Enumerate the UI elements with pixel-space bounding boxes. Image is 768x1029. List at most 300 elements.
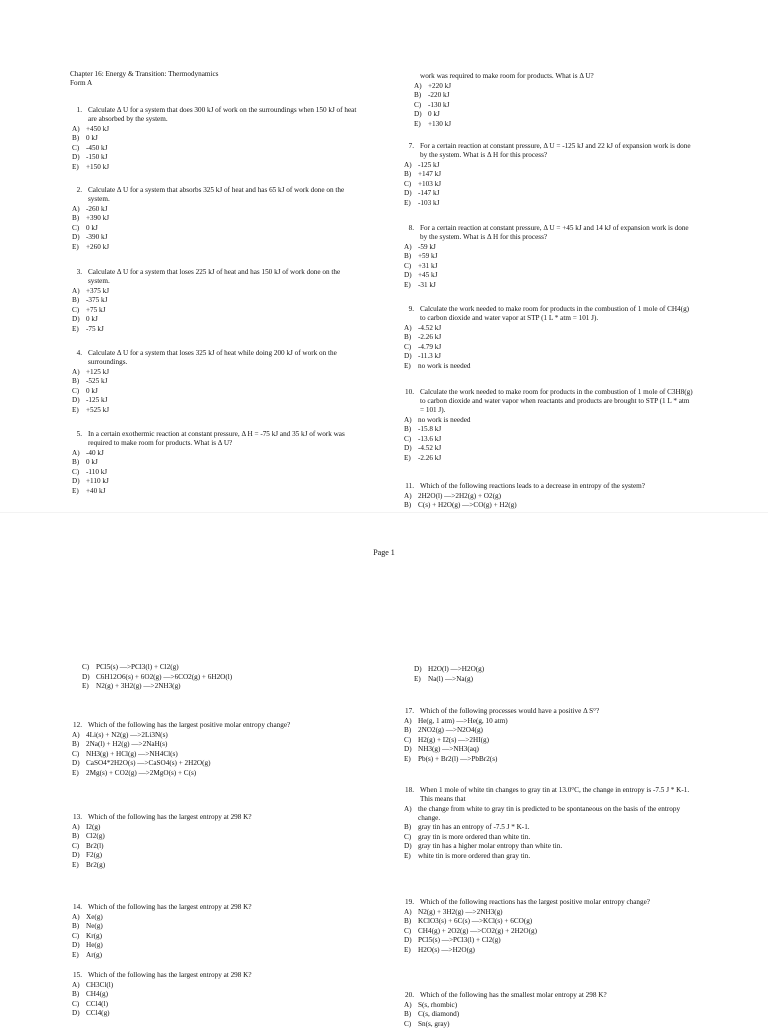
option-letter: B)	[72, 990, 80, 998]
question-text: Which of the following reactions has the largest positive molar entropy change?	[420, 898, 650, 906]
page-2	[0, 512, 768, 1028]
option-letter: D)	[72, 1009, 80, 1017]
question-9	[388, 305, 693, 371]
answer-option	[72, 406, 361, 415]
option-text: Ne(g)	[86, 922, 103, 930]
question-10	[388, 388, 693, 463]
option-letter: E)	[72, 950, 79, 959]
option-letter: E)	[72, 162, 79, 171]
answer-option	[72, 1000, 361, 1009]
answer-option	[404, 324, 693, 333]
option-text: H2O(s) —>H2O(g)	[418, 945, 475, 954]
option-letter: E)	[414, 119, 421, 128]
question-number: 12.	[73, 721, 82, 729]
answer-option	[404, 333, 693, 342]
option-letter: E)	[404, 453, 411, 462]
question-stem	[56, 186, 361, 204]
option-letter: C)	[404, 735, 412, 744]
option-letter: D)	[404, 842, 412, 850]
answer-option	[404, 1020, 693, 1029]
answer-option	[72, 981, 361, 990]
question-18	[388, 786, 693, 861]
question-text: work was required to make room for products. What is Δ U?	[420, 72, 594, 80]
page-number: Page 1	[373, 548, 395, 557]
option-letter: E)	[72, 405, 79, 414]
answer-option	[404, 343, 693, 352]
answer-option	[404, 833, 693, 842]
question-stem	[388, 991, 693, 1000]
answer-option	[404, 271, 693, 280]
option-letter: D)	[72, 941, 80, 949]
answer-option	[72, 823, 361, 832]
option-text: -150 kJ	[86, 153, 108, 161]
option-letter: C)	[72, 999, 80, 1008]
answer-option	[72, 951, 361, 960]
option-letter: B)	[404, 252, 412, 260]
option-text: no work is needed	[418, 415, 471, 424]
option-letter: A)	[72, 448, 80, 457]
option-letter: C)	[414, 100, 422, 109]
option-letter: B)	[404, 726, 412, 734]
question-text: In a certain exothermic reaction at constant pressure, Δ H = -75 kJ and 35 kJ of work was required to make room for products. What is Δ U?	[88, 430, 345, 447]
question-stem	[388, 898, 693, 907]
option-letter: D)	[414, 110, 422, 118]
option-letter: C)	[404, 1019, 412, 1028]
question-number: 11.	[405, 482, 414, 490]
question-13	[56, 813, 361, 870]
option-text: -2.26 kJ	[418, 453, 442, 462]
question-stem	[56, 971, 361, 980]
option-text: -390 kJ	[86, 233, 108, 241]
option-text: -525 kJ	[86, 377, 108, 385]
option-letter: A)	[72, 822, 80, 831]
option-letter: B)	[404, 1010, 412, 1018]
answer-option	[404, 805, 693, 823]
question-number: 8.	[408, 224, 414, 232]
option-text: 0 kJ	[428, 110, 440, 118]
option-text: C(s, diamond)	[418, 1010, 460, 1018]
option-letter: D)	[404, 936, 412, 944]
question-number: 9.	[408, 305, 414, 313]
option-letter: E)	[404, 945, 411, 954]
option-letter: A)	[404, 491, 412, 500]
document-header	[70, 70, 218, 89]
option-text: gray tin is more ordered than white tin.	[418, 832, 531, 841]
answer-option	[414, 91, 719, 100]
option-letter: A)	[72, 286, 80, 295]
option-letter: A)	[72, 124, 80, 133]
option-text: -220 kJ	[428, 91, 450, 99]
option-letter: A)	[404, 323, 412, 332]
option-text: -59 kJ	[418, 242, 436, 251]
answer-option	[72, 163, 361, 172]
option-text: 0 kJ	[86, 134, 98, 142]
answer-option	[404, 917, 693, 926]
answer-option	[72, 377, 361, 386]
answer-option	[404, 252, 693, 261]
option-letter: E)	[72, 324, 79, 333]
option-text: +150 kJ	[86, 162, 110, 171]
question-text: Calculate Δ U for a system that loses 225 kJ of heat and has 150 kJ of work done on the system.	[88, 268, 341, 285]
question-stem	[388, 305, 693, 323]
option-text: 2NO2(g) —>N2O4(g)	[418, 726, 483, 734]
question-continued	[82, 663, 387, 691]
option-text: +31 kJ	[418, 261, 438, 270]
option-letter: B)	[72, 458, 80, 466]
question-number: 10.	[405, 388, 414, 396]
option-letter: C)	[72, 467, 80, 476]
question-15	[56, 971, 361, 1018]
option-text: 2Mg(s) + CO2(g) —>2MgO(s) + C(s)	[86, 768, 197, 777]
option-text: -13.6 kJ	[418, 434, 442, 443]
option-letter: C)	[82, 663, 90, 671]
option-letter: E)	[404, 280, 411, 289]
option-letter: A)	[72, 980, 80, 989]
option-text: +525 kJ	[86, 405, 110, 414]
question-text: Calculate Δ U for a system that absorbs 325 kJ of heat and has 65 kJ of work done on the system.	[88, 186, 345, 203]
option-text: Cl2(g)	[86, 832, 105, 840]
option-text: +110 kJ	[86, 477, 109, 485]
option-letter: A)	[404, 160, 412, 169]
answer-option	[404, 444, 693, 453]
option-letter: A)	[72, 912, 80, 921]
question-stem	[56, 268, 361, 286]
option-text: +75 kJ	[86, 305, 106, 314]
option-letter: A)	[414, 81, 422, 90]
form-label: Form A	[70, 79, 93, 88]
answer-option	[404, 936, 693, 945]
question-stem	[56, 813, 361, 822]
option-text: Pb(s) + Br2(l) —>PbBr2(s)	[418, 754, 498, 763]
question-stem	[388, 388, 693, 415]
answer-option	[72, 477, 361, 486]
option-letter: C)	[72, 841, 80, 850]
answer-option	[404, 501, 693, 510]
option-text: -147 kJ	[418, 189, 440, 197]
answer-option	[72, 306, 361, 315]
answer-option	[414, 110, 719, 119]
question-2	[56, 186, 361, 252]
answer-option	[72, 458, 361, 467]
answer-option	[404, 281, 693, 290]
option-text: +220 kJ	[428, 81, 452, 90]
option-text: no work is needed	[418, 361, 471, 370]
option-letter: B)	[404, 425, 412, 433]
question-text: For a certain reaction at constant pressure, Δ U = -125 kJ and 22 kJ of expansion work is done by the system. What is Δ H for this process?	[420, 142, 691, 159]
question-number: 2.	[76, 186, 82, 194]
answer-option	[72, 233, 361, 242]
option-text: gray tin has an entropy of -7.5 J * K-1.	[418, 823, 530, 831]
option-text: PCl5(s) —>PCl3(l) + Cl2(g)	[96, 663, 179, 671]
option-text: -31 kJ	[418, 280, 436, 289]
option-text: Sn(s, gray)	[418, 1019, 450, 1028]
answer-option	[404, 1001, 693, 1010]
answer-option	[404, 199, 693, 208]
option-letter: E)	[72, 768, 79, 777]
question-number: 3.	[76, 268, 82, 276]
question-8	[388, 224, 693, 290]
question-4	[56, 349, 361, 415]
option-letter: E)	[404, 198, 411, 207]
answer-option	[72, 387, 361, 396]
answer-option	[404, 726, 693, 735]
option-letter: A)	[404, 242, 412, 251]
option-letter: C)	[72, 386, 80, 395]
option-letter: E)	[82, 682, 89, 690]
answer-option	[72, 913, 361, 922]
answer-option	[404, 180, 693, 189]
option-text: -40 kJ	[86, 448, 104, 457]
option-text: Na(l) —>Na(g)	[428, 674, 473, 683]
answer-option	[72, 153, 361, 162]
question-number: 13.	[73, 813, 82, 821]
answer-option	[72, 243, 361, 252]
answer-option	[72, 922, 361, 931]
option-letter: A)	[72, 204, 80, 213]
question-text: Which of the following has the largest entropy at 298 K?	[88, 971, 252, 979]
answer-option	[72, 750, 361, 759]
option-letter: E)	[404, 361, 411, 370]
answer-option	[404, 161, 693, 170]
option-letter: C)	[72, 305, 80, 314]
answer-option	[72, 205, 361, 214]
option-letter: B)	[72, 214, 80, 222]
option-text: Kr(g)	[86, 931, 102, 940]
answer-option	[414, 82, 719, 91]
option-letter: C)	[404, 342, 412, 351]
answer-option	[72, 368, 361, 377]
question-stem	[56, 349, 361, 367]
question-stem	[414, 72, 719, 81]
question-stem	[56, 430, 361, 448]
option-letter: C)	[404, 832, 412, 841]
option-text: gray tin has a higher molar entropy than white tin.	[418, 842, 563, 850]
question-text: Which of the following reactions leads to a decrease in entropy of the system?	[420, 482, 645, 490]
option-text: +375 kJ	[86, 286, 110, 295]
answer-option	[72, 134, 361, 143]
answer-option	[404, 842, 693, 851]
option-letter: D)	[72, 233, 80, 241]
option-text: H2O(l) —>H2O(g)	[428, 665, 485, 673]
answer-option	[414, 101, 719, 110]
question-5	[56, 430, 361, 496]
question-number: 15.	[73, 971, 82, 979]
answer-option	[404, 170, 693, 179]
option-letter: C)	[72, 931, 80, 940]
answer-option	[72, 468, 361, 477]
answer-option	[72, 1009, 361, 1018]
answer-option	[72, 287, 361, 296]
answer-option	[72, 769, 361, 778]
answer-option	[404, 416, 693, 425]
option-letter: B)	[72, 922, 80, 930]
page-1	[0, 0, 768, 512]
option-letter: E)	[72, 860, 79, 869]
option-text: +125 kJ	[86, 367, 110, 376]
answer-option	[72, 396, 361, 405]
option-text: S(s, rhombic)	[418, 1000, 458, 1009]
option-letter: A)	[72, 367, 80, 376]
answer-option	[404, 362, 693, 371]
question-17	[388, 707, 693, 764]
option-letter: D)	[72, 851, 80, 859]
option-text: He(g, 1 atm) —>He(g, 10 atm)	[418, 716, 508, 725]
answer-option	[72, 325, 361, 334]
question-number: 5.	[76, 430, 82, 438]
answer-option	[72, 851, 361, 860]
question-20	[388, 991, 693, 1029]
option-letter: C)	[72, 223, 80, 232]
option-text: +130 kJ	[428, 119, 452, 128]
answer-option	[72, 731, 361, 740]
option-letter: D)	[404, 271, 412, 279]
answer-option	[72, 832, 361, 841]
question-stem	[388, 142, 693, 160]
option-letter: D)	[414, 665, 422, 673]
option-letter: E)	[72, 242, 79, 251]
option-letter: B)	[404, 823, 412, 831]
option-text: Ar(g)	[86, 950, 102, 959]
option-text: C(s) + H2O(g) —>CO(g) + H2(g)	[418, 501, 517, 509]
question-text: Which of the following processes would have a positive Δ S°?	[420, 707, 600, 715]
question-number: 14.	[73, 903, 82, 911]
question-stem	[56, 903, 361, 912]
option-text: Br2(l)	[86, 841, 104, 850]
option-text: 0 kJ	[86, 315, 98, 323]
option-text: CCl4(l)	[86, 999, 108, 1008]
answer-option	[404, 243, 693, 252]
option-letter: B)	[414, 91, 422, 99]
answer-option	[72, 759, 361, 768]
option-text: +147 kJ	[418, 170, 442, 178]
option-text: CH4(g) + 2O2(g) —>CO2(g) + 2H2O(g)	[418, 926, 537, 935]
option-letter: B)	[404, 917, 412, 925]
option-letter: A)	[404, 1000, 412, 1009]
option-text: -103 kJ	[418, 198, 440, 207]
question-stem	[56, 106, 361, 124]
question-stem	[388, 786, 693, 804]
answer-option	[72, 296, 361, 305]
option-text: I2(g)	[86, 822, 101, 831]
chapter-title: Chapter 16: Energy & Transition: Thermodynamics	[70, 70, 219, 78]
question-text: Calculate the work needed to make room for products in the combustion of 1 mole of C3H8(g) to carbon dioxide and water vapor when reactants and products are brought to STP (1 L * atm = 101 J).	[420, 388, 693, 414]
option-letter: D)	[82, 672, 90, 681]
answer-option	[72, 144, 361, 153]
question-text: Which of the following has the largest entropy at 298 K?	[88, 903, 252, 911]
question-number: 18.	[405, 786, 414, 794]
option-text: CaSO4*2H2O(s) —>CaSO4(s) + 2H2O(g)	[86, 759, 211, 767]
option-text: -11.3 kJ	[418, 352, 441, 360]
answer-option	[72, 842, 361, 851]
option-text: 4Li(s) + N2(g) —>2Li3N(s)	[86, 730, 168, 739]
option-letter: C)	[404, 179, 412, 188]
option-text: N2(g) + 3H2(g) —>2NH3(g)	[96, 682, 181, 690]
answer-option	[404, 262, 693, 271]
question-text: Which of the following has the largest entropy at 298 K?	[88, 813, 252, 821]
option-letter: B)	[72, 296, 80, 304]
question-12	[56, 721, 361, 778]
question-text: When 1 mole of white tin changes to gray tin at 13.0°C, the change in entropy is -7.5 J * K-1. This means that	[420, 786, 690, 803]
option-text: +59 kJ	[418, 252, 438, 260]
option-text: CCl4(g)	[86, 1009, 110, 1017]
option-text: -15.8 kJ	[418, 425, 442, 433]
option-text: -125 kJ	[86, 396, 108, 404]
option-text: -375 kJ	[86, 296, 108, 304]
option-text: Xe(g)	[86, 912, 103, 921]
answer-option	[72, 487, 361, 496]
option-letter: D)	[404, 444, 412, 452]
question-11	[388, 482, 693, 510]
answer-option	[404, 454, 693, 463]
option-letter: A)	[404, 716, 412, 725]
option-text: the change from white to gray tin is predicted to be spontaneous on the basis of the entropy change.	[418, 804, 681, 822]
question-continued	[414, 72, 719, 129]
answer-option	[404, 823, 693, 832]
option-text: 0 kJ	[86, 223, 98, 232]
answer-option	[404, 435, 693, 444]
question-3	[56, 268, 361, 334]
answer-option	[82, 663, 387, 672]
answer-option	[72, 315, 361, 324]
answer-option	[404, 927, 693, 936]
option-letter: D)	[72, 759, 80, 767]
question-stem	[388, 482, 693, 491]
option-letter: D)	[72, 153, 80, 161]
option-text: -125 kJ	[418, 160, 440, 169]
answer-option	[404, 717, 693, 726]
option-text: +390 kJ	[86, 214, 110, 222]
answer-option	[404, 189, 693, 198]
answer-option	[404, 352, 693, 361]
question-number: 1.	[76, 106, 82, 114]
answer-option	[404, 736, 693, 745]
option-letter: B)	[404, 170, 412, 178]
option-text: +450 kJ	[86, 124, 110, 133]
option-letter: B)	[72, 832, 80, 840]
option-text: H2(g) + I2(s) —>2HI(g)	[418, 735, 489, 744]
option-letter: A)	[404, 415, 412, 424]
option-letter: E)	[404, 851, 411, 860]
option-text: -130 kJ	[428, 100, 450, 109]
answer-option	[404, 1010, 693, 1019]
option-letter: D)	[72, 315, 80, 323]
question-number: 19.	[405, 898, 414, 906]
option-text: 2H2O(l) —>2H2(g) + O2(g)	[418, 491, 501, 500]
option-text: CH4(g)	[86, 990, 108, 998]
option-text: 0 kJ	[86, 458, 98, 466]
option-text: -260 kJ	[86, 204, 108, 213]
option-letter: B)	[72, 377, 80, 385]
option-text: white tin is more ordered than gray tin.	[418, 851, 531, 860]
option-text: -4.52 kJ	[418, 323, 442, 332]
question-stem	[388, 224, 693, 242]
option-text: +103 kJ	[418, 179, 442, 188]
option-letter: D)	[404, 745, 412, 753]
answer-option	[404, 852, 693, 861]
answer-option	[72, 224, 361, 233]
answer-option	[404, 425, 693, 434]
option-letter: C)	[72, 749, 80, 758]
option-text: -2.26 kJ	[418, 333, 442, 341]
answer-option	[414, 675, 719, 684]
answer-option	[72, 932, 361, 941]
question-text: Which of the following has the largest positive molar entropy change?	[88, 721, 291, 729]
option-text: +45 kJ	[418, 271, 438, 279]
option-text: -4.79 kJ	[418, 342, 442, 351]
question-14	[56, 903, 361, 960]
option-letter: D)	[404, 352, 412, 360]
question-text: Which of the following has the smallest molar entropy at 298 K?	[420, 991, 607, 999]
